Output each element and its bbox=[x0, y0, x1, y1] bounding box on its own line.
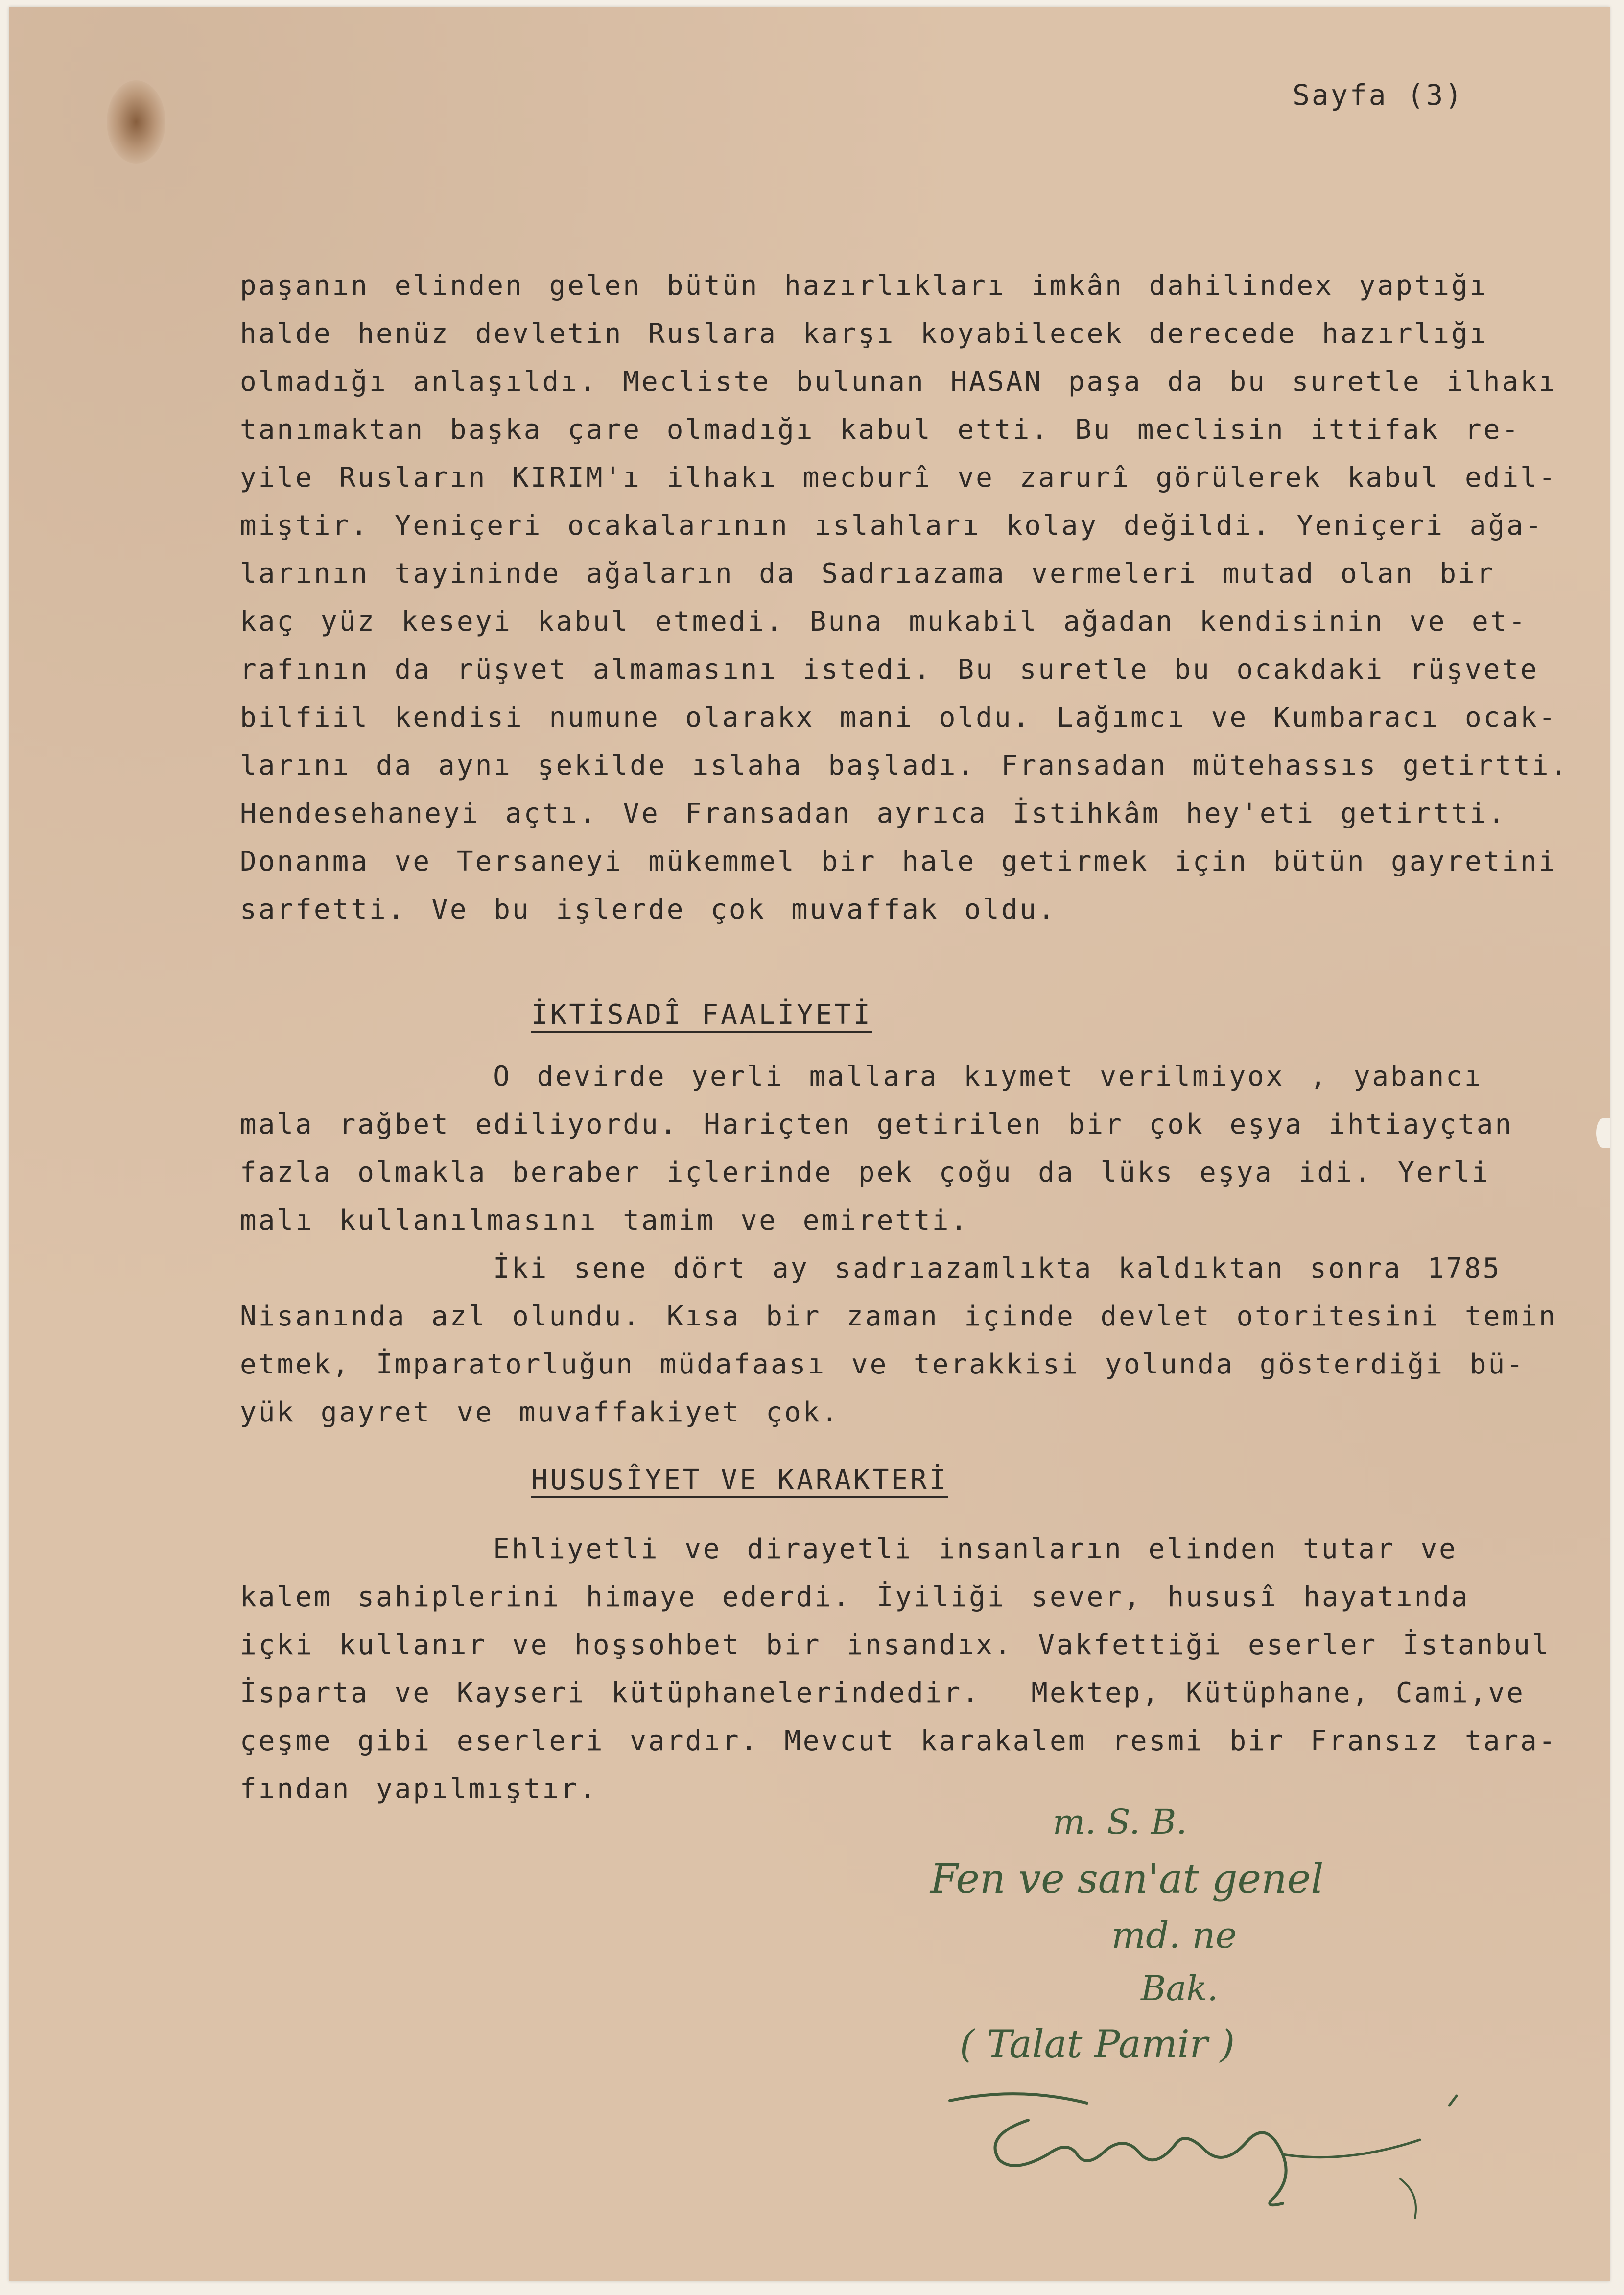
paragraph-1: paşanın elinden gelen bütün hazırlıkları imkân dahilindex yaptığı halde henüz devletin Ruslara karşı koyabilecek derecede hazırlığı olmadığı anlaşıldı. Mecliste bulunan HASAN paşa da bu suretle ilhakı tanımaktan başka çare olmadığı kabul etti. Bu meclisin ittifak re- yile Rusların KIRIM'ı ilhakı mecburî ve zarurî görülerek kabul edil- miştir. Yeniçeri ocakalarının ıslahları kolay değildi. Yeniçeri ağa- larının tayininde ağaların da Sadrıazama vermeleri mutad olan bir kaç yüz keseyi kabul etmedi. Buna mukabil ağadan kendisinin ve et- rafının da rüşvet almamasını istedi. Bu suretle bu ocakdaki rüşvete bilfiil kendisi numune olarakx mani oldu. Lağımcı ve Kumbaracı ocak- larını da aynı şekilde ıslaha başladı. Fransadan mütehassıs getirtti. Hendesehaneyi açtı. Ve Fransadan ayrıca İstihkâm hey'eti getirtti. Donanma ve Tersaneyi mükemmel bir hale getirmek için bütün gayretini sarfetti. Ve bu işlerde çok muvaffak oldu. bbox=[240, 270, 1569, 925]
handwritten-line-4: Bak. bbox=[1141, 1968, 1218, 2009]
paragraph-3: Ehliyetli ve dirayetli insanların elinden tutar ve kalem sahiplerini himaye ederdi. İyiliği sever, hususî hayatında içki kullanır ve hoşsohbet bir insandıx. Vakfettiği eserler İstanbul İsparta ve Kayseri kütüphanelerindedir. Mektep, Kütüphane, Cami,ve çeşme gibi eserleri vardır. Mevcut karakalem resmi bir Fransız tara- fından yapılmıştır. bbox=[240, 1533, 1557, 1805]
signature-mark bbox=[930, 2081, 1518, 2228]
page-number: Sayfa (3) bbox=[1293, 78, 1464, 112]
heading-husus-iyet-ve-karakteri: HUSUSÎYET VE KARAKTERİ bbox=[531, 1464, 948, 1496]
handwritten-line-2: Fen ve san'at genel bbox=[930, 1856, 1324, 1902]
handwritten-line-1: m. S. B. bbox=[1053, 1802, 1187, 1842]
heading-iktisadi-faaliyeti: İKTİSADÎ FAALİYETİ bbox=[531, 999, 872, 1031]
stain-mark bbox=[107, 80, 165, 164]
handwritten-line-5: ( Talat Pamir ) bbox=[960, 2022, 1235, 2066]
handwritten-line-3: md. ne bbox=[1111, 1915, 1237, 1957]
paragraph-2: O devirde yerli mallara kıymet verilmiyox , yabancı mala rağbet ediliyordu. Hariçten getirilen bir çok eşya ihtiayçtan fazla olmakla beraber içlerinde pek çoğu da lüks eşya idi. Yerli malı kullanılmasını tamim ve emiretti. İki sene dört ay sadrıazamlıkta kaldıktan sonra 1785 Nisanında azl olundu. Kısa bir zaman içinde devlet otoritesini temin etmek, İmparatorluğun müdafaası ve terakkisi yolunda gösterdiği bü- yük gayret ve muvaffakiyet çok. bbox=[240, 1061, 1557, 1428]
